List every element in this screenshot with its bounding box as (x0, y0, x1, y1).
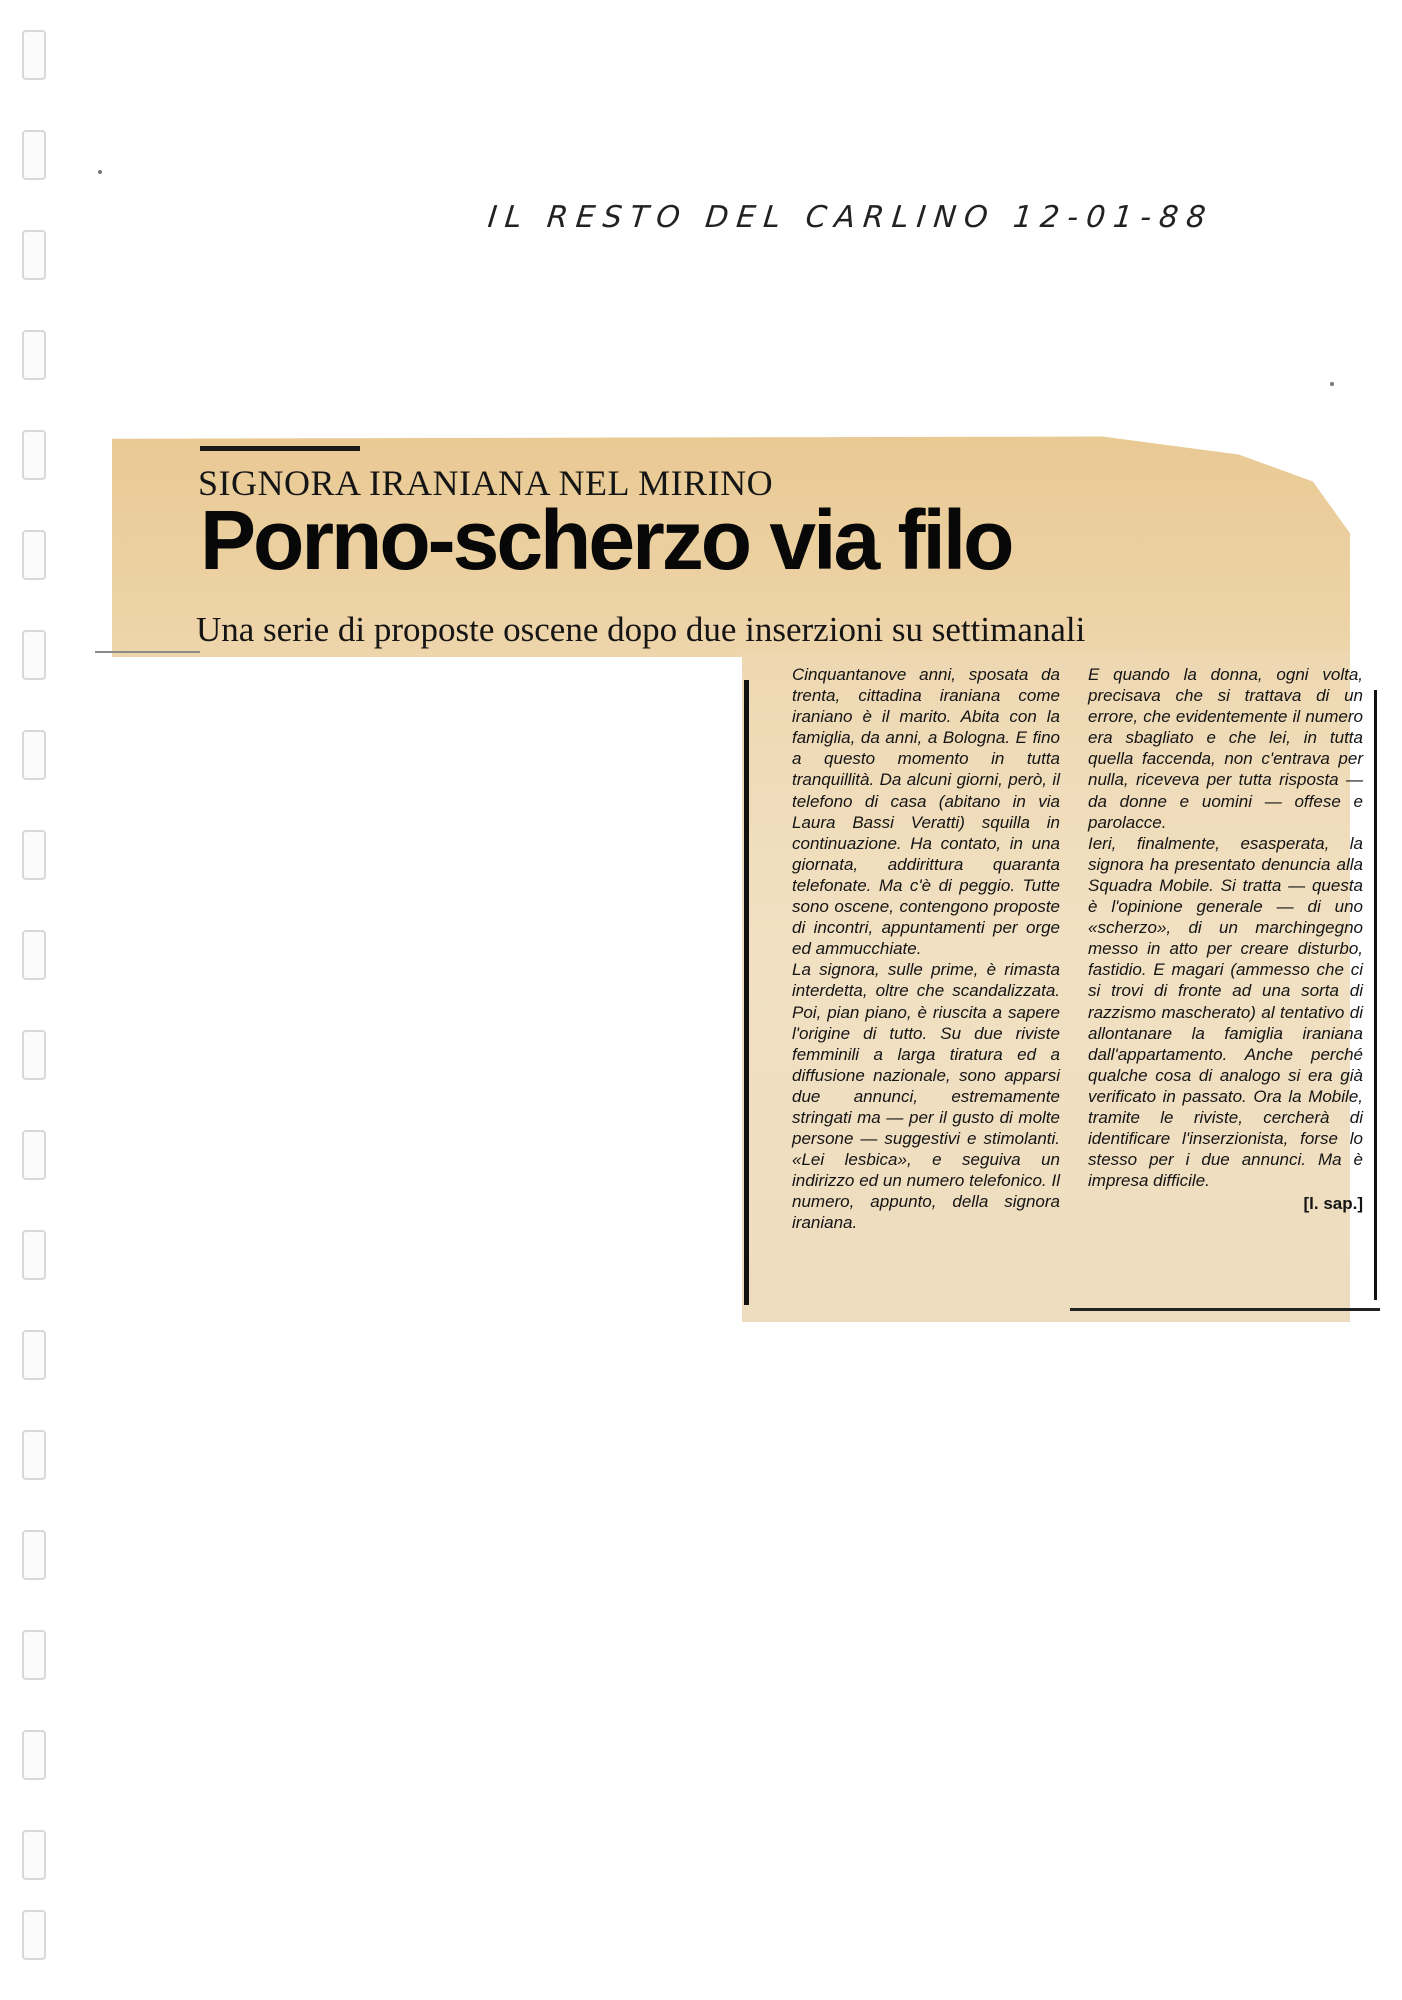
binder-hole (22, 1230, 46, 1280)
binder-hole (22, 1030, 46, 1080)
article-kicker: SIGNORA IRANIANA NEL MIRINO (198, 463, 774, 503)
paragraph: Cinquantanove anni, sposata da trenta, cittadina iraniana come iraniano è il marito. Abita con la famiglia, da anni, a Bologna. E fino a questo momento in tutta tranquillità. Da alcuni giorni, però, il telefono di casa (abitano in via Laura Bassi Veratti) squilla in continuazione. Ha contato, in una giornata, addirittura quaranta telefonate. Ma c'è di peggio. Tutte sono oscene, contengono proposte di incontri, appuntamenti per orge ed ammucchiate. (792, 665, 1060, 959)
paragraph: E quando la donna, ogni volta, precisava che si trattava di un errore, che evidentemente il numero era sbagliato e che lei, in tutta quella faccenda, non c'entrava per nulla, riceveva per tutta risposta — da donne e uomini — offese e parolacce. (1088, 665, 1363, 832)
binder-hole (22, 830, 46, 880)
binder-hole (22, 1730, 46, 1780)
binder-hole (22, 1330, 46, 1380)
binder-hole (22, 930, 46, 980)
article-column-1 (792, 664, 1060, 1234)
paragraph: La signora, sulle prime, è rimasta interdetta, oltre che scandalizzata. Poi, pian piano, è riuscita a sapere l'origine di tutto. Su due riviste femminili a larga tiratura ed a diffusione nazionale, sono apparsi due annunci, estremamente stringati ma — per il gusto di molte persone — suggestivi e stimolanti. «Lei lesbica», e seguiva un indirizzo ed un numero telefonico. Il numero, appunto, della signora iraniana. (792, 960, 1060, 1233)
column-border-left (744, 680, 749, 1305)
binder-hole (22, 130, 46, 180)
subhead-rule (95, 651, 200, 653)
binder-hole (22, 530, 46, 580)
article-subheadline: Una serie di proposte oscene dopo due inserzioni su settimanali (196, 610, 1086, 649)
author-signature: [l. sap.] (1303, 1194, 1363, 1214)
binder-hole (22, 1530, 46, 1580)
binder-hole (22, 430, 46, 480)
article-headline: Porno-scherzo via filo (200, 493, 1012, 587)
binder-hole (22, 30, 46, 80)
binder-holes (22, 30, 50, 1950)
paper-speck (1330, 382, 1334, 386)
footer-rule (1070, 1308, 1380, 1311)
handwritten-source-note: IL RESTO DEL CARLINO 12-01-88 (486, 200, 1216, 235)
binder-hole (22, 330, 46, 380)
paper-speck (98, 170, 102, 174)
binder-hole (22, 1130, 46, 1180)
binder-hole (22, 1910, 46, 1960)
binder-hole (22, 730, 46, 780)
binder-hole (22, 1430, 46, 1480)
binder-hole (22, 1830, 46, 1880)
article-column-2 (1088, 664, 1363, 1214)
column-border-right (1374, 690, 1377, 1300)
binder-hole (22, 630, 46, 680)
binder-hole (22, 1630, 46, 1680)
binder-hole (22, 230, 46, 280)
header-rule (200, 446, 360, 451)
paragraph: Ieri, finalmente, esasperata, la signora ha presentato denuncia alla Squadra Mobile. Si tratta — questa è l'opinione generale — di uno «scherzo», di un marchingegno messo in atto per creare disturbo, fastidio. E magari (ammesso che ci si trovi di fronte ad una sorta di razzismo mascherato) al tentativo di allontanare la famiglia iraniana dall'appartamento. Anche perché qualche cosa di analogo si era già verificato in passato. Ora la Mobile, tramite le riviste, cercherà di identificare l'inserzionista, forse lo stesso per i due annunci. Ma è impresa difficile. (1088, 833, 1363, 1191)
